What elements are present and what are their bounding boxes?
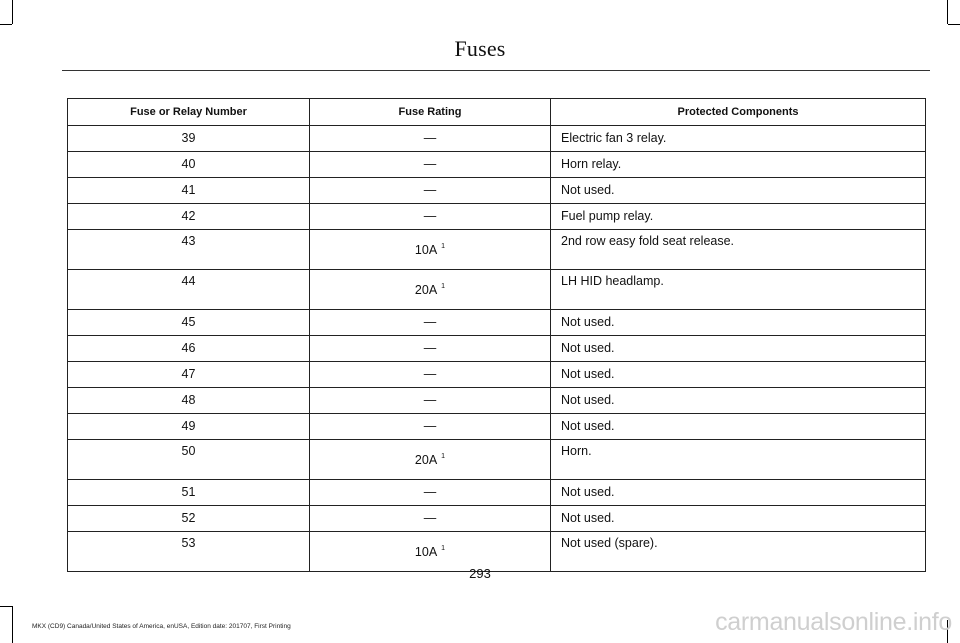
protected-component-cell: Not used.: [551, 506, 926, 532]
table-row: [68, 336, 926, 362]
fuse-number-cell: 40: [68, 152, 310, 178]
fuse-rating-value: —: [423, 511, 437, 525]
fuse-number-cell: 51: [68, 480, 310, 506]
crop-mark-bottom-left-horizontal: [0, 606, 12, 607]
table-row: [68, 388, 926, 414]
table-row: [68, 414, 926, 440]
fuse-rating-cell: [310, 362, 551, 388]
protected-component-cell: Not used.: [551, 362, 926, 388]
table-row: [68, 506, 926, 532]
page-number: 293: [469, 566, 491, 581]
fuse-rating-cell: [310, 414, 551, 440]
fuse-number-cell: 39: [68, 126, 310, 152]
fuse-rating-value: 10A: [414, 545, 438, 559]
header-protected-components: Protected Components: [551, 99, 926, 126]
fuse-rating-value: 20A: [414, 453, 438, 467]
fuse-number-cell: 49: [68, 414, 310, 440]
protected-component-cell: Horn relay.: [551, 152, 926, 178]
footnote-marker: 1: [441, 283, 446, 290]
protected-component-cell: Electric fan 3 relay.: [551, 126, 926, 152]
fuse-number-cell: 50: [68, 440, 310, 480]
crop-mark-top-right-vertical: [947, 0, 948, 24]
fuse-table: [67, 98, 926, 572]
fuse-rating-value: 10A: [414, 243, 438, 257]
fuse-number-cell: 44: [68, 270, 310, 310]
fuse-rating-value: —: [423, 341, 437, 355]
header-fuse-rating: Fuse Rating: [310, 99, 551, 126]
fuse-rating-cell: [310, 336, 551, 362]
fuse-rating-cell: [310, 178, 551, 204]
fuse-number-cell: 45: [68, 310, 310, 336]
fuse-number-cell: 48: [68, 388, 310, 414]
footer-edition-text: MKX (CD9) Canada/United States of America, enUSA, Edition date: 201707, First Printing: [32, 623, 291, 630]
fuse-rating-cell: [310, 310, 551, 336]
fuse-rating-value: —: [423, 131, 437, 145]
table-row: [68, 440, 926, 480]
fuse-rating-value: —: [423, 209, 437, 223]
table-header-row: [68, 99, 926, 126]
protected-component-cell: Not used.: [551, 480, 926, 506]
fuse-rating-cell: [310, 152, 551, 178]
protected-component-cell: Fuel pump relay.: [551, 204, 926, 230]
fuse-rating-cell: [310, 480, 551, 506]
protected-component-cell: 2nd row easy fold seat release.: [551, 230, 926, 270]
table-row: [68, 362, 926, 388]
fuse-rating-cell: [310, 440, 551, 480]
protected-component-cell: LH HID headlamp.: [551, 270, 926, 310]
fuse-rating-cell: [310, 126, 551, 152]
table-row: [68, 152, 926, 178]
footnote-marker: 1: [441, 243, 446, 250]
footnote-marker: 1: [441, 453, 446, 460]
title-divider: [62, 70, 930, 71]
table-row: [68, 480, 926, 506]
protected-component-cell: Not used.: [551, 388, 926, 414]
fuse-number-cell: 52: [68, 506, 310, 532]
fuse-number-cell: 41: [68, 178, 310, 204]
fuse-table-body: [68, 126, 926, 572]
fuse-rating-value: —: [423, 485, 437, 499]
table-row: [68, 178, 926, 204]
fuse-rating-value: —: [423, 419, 437, 433]
table-row: [68, 270, 926, 310]
fuse-rating-value: 20A: [414, 283, 438, 297]
fuse-number-cell: 42: [68, 204, 310, 230]
fuse-rating-value: —: [423, 315, 437, 329]
protected-component-cell: Not used.: [551, 310, 926, 336]
header-fuse-number: Fuse or Relay Number: [68, 99, 310, 126]
protected-component-cell: Not used (spare).: [551, 532, 926, 572]
page-title: Fuses: [454, 36, 506, 61]
protected-component-cell: Not used.: [551, 336, 926, 362]
fuse-rating-cell: [310, 388, 551, 414]
crop-mark-top-left-vertical: [12, 0, 13, 24]
fuse-rating-value: —: [423, 183, 437, 197]
fuse-number-cell: 47: [68, 362, 310, 388]
table-row: [68, 310, 926, 336]
fuse-rating-value: —: [423, 393, 437, 407]
protected-component-cell: Not used.: [551, 414, 926, 440]
watermark: carmanualsonline.info: [715, 608, 952, 636]
fuse-rating-cell: [310, 230, 551, 270]
protected-component-cell: Horn.: [551, 440, 926, 480]
fuse-number-cell: 53: [68, 532, 310, 572]
crop-mark-bottom-left-vertical: [12, 606, 13, 643]
fuse-number-cell: 46: [68, 336, 310, 362]
table-row: [68, 230, 926, 270]
protected-component-cell: Not used.: [551, 178, 926, 204]
fuse-rating-cell: [310, 506, 551, 532]
crop-mark-top-right-horizontal: [948, 24, 960, 25]
fuse-rating-value: —: [423, 157, 437, 171]
fuse-rating-value: —: [423, 367, 437, 381]
fuse-rating-cell: [310, 270, 551, 310]
table-row: [68, 126, 926, 152]
table-row: [68, 204, 926, 230]
fuse-number-cell: 43: [68, 230, 310, 270]
crop-mark-top-left-horizontal: [0, 24, 12, 25]
fuse-rating-cell: [310, 204, 551, 230]
footnote-marker: 1: [441, 545, 446, 552]
